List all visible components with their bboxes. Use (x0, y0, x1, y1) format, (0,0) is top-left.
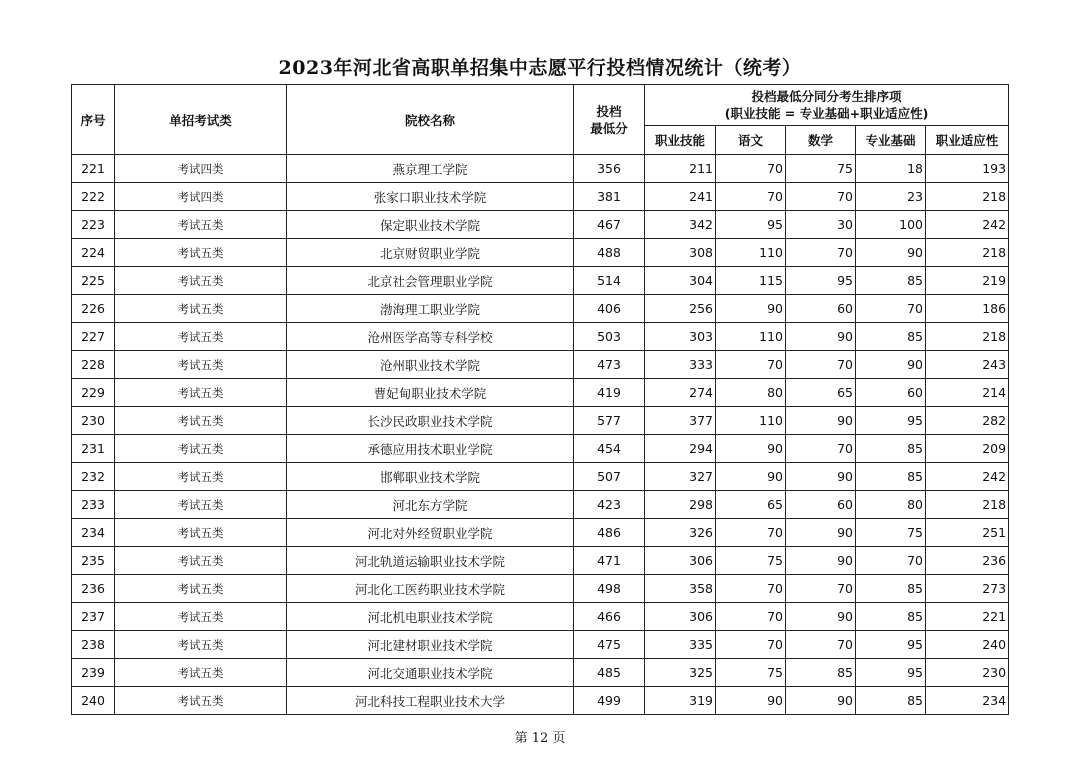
header-school: 院校名称 (287, 85, 574, 155)
skill-cell: 325 (645, 659, 716, 687)
school-cell: 长沙民政职业技术学院 (287, 407, 574, 435)
category-cell: 考试五类 (115, 435, 287, 463)
header-math: 数学 (786, 126, 856, 155)
school-cell: 河北机电职业技术学院 (287, 603, 574, 631)
seq-cell: 225 (72, 267, 115, 295)
chinese-cell: 75 (716, 547, 786, 575)
chinese-cell: 90 (716, 463, 786, 491)
chinese-cell: 110 (716, 407, 786, 435)
skill-cell: 326 (645, 519, 716, 547)
seq-cell: 230 (72, 407, 115, 435)
header-basics: 专业基础 (856, 126, 926, 155)
category-cell: 考试五类 (115, 631, 287, 659)
header-skill: 职业技能 (645, 126, 716, 155)
basics-cell: 70 (856, 547, 926, 575)
aptitude-cell: 242 (926, 463, 1009, 491)
basics-cell: 85 (856, 463, 926, 491)
basics-cell: 85 (856, 435, 926, 463)
min-score-cell: 406 (574, 295, 645, 323)
seq-cell: 229 (72, 379, 115, 407)
min-score-cell: 473 (574, 351, 645, 379)
skill-cell: 342 (645, 211, 716, 239)
school-cell: 河北建材职业技术学院 (287, 631, 574, 659)
aptitude-cell: 243 (926, 351, 1009, 379)
table-row (72, 519, 1009, 547)
table-row (72, 211, 1009, 239)
aptitude-cell: 214 (926, 379, 1009, 407)
min-score-cell: 499 (574, 687, 645, 715)
school-cell: 曹妃甸职业技术学院 (287, 379, 574, 407)
chinese-cell: 70 (716, 155, 786, 183)
table-row (72, 631, 1009, 659)
math-cell: 70 (786, 575, 856, 603)
skill-cell: 319 (645, 687, 716, 715)
category-cell: 考试五类 (115, 407, 287, 435)
seq-cell: 239 (72, 659, 115, 687)
chinese-cell: 90 (716, 687, 786, 715)
table-row (72, 659, 1009, 687)
basics-cell: 95 (856, 659, 926, 687)
min-score-cell: 466 (574, 603, 645, 631)
skill-cell: 298 (645, 491, 716, 519)
chinese-cell: 90 (716, 295, 786, 323)
category-cell: 考试五类 (115, 463, 287, 491)
aptitude-cell: 221 (926, 603, 1009, 631)
math-cell: 70 (786, 183, 856, 211)
seq-cell: 236 (72, 575, 115, 603)
category-cell: 考试五类 (115, 687, 287, 715)
aptitude-cell: 240 (926, 631, 1009, 659)
table-row (72, 435, 1009, 463)
min-score-cell: 471 (574, 547, 645, 575)
skill-cell: 256 (645, 295, 716, 323)
aptitude-cell: 251 (926, 519, 1009, 547)
table-row (72, 295, 1009, 323)
header-min-score-line1: 投档 (596, 103, 622, 119)
min-score-cell: 467 (574, 211, 645, 239)
seq-cell: 227 (72, 323, 115, 351)
skill-cell: 308 (645, 239, 716, 267)
aptitude-cell: 234 (926, 687, 1009, 715)
skill-cell: 306 (645, 547, 716, 575)
school-cell: 河北交通职业技术学院 (287, 659, 574, 687)
header-tiebreak (645, 85, 1009, 126)
seq-cell: 240 (72, 687, 115, 715)
basics-cell: 80 (856, 491, 926, 519)
skill-cell: 335 (645, 631, 716, 659)
skill-cell: 377 (645, 407, 716, 435)
min-score-cell: 475 (574, 631, 645, 659)
seq-cell: 231 (72, 435, 115, 463)
header-tiebreak-line1: 投档最低分同分考生排序项 (751, 89, 902, 104)
school-cell: 河北东方学院 (287, 491, 574, 519)
chinese-cell: 70 (716, 183, 786, 211)
header-min-score-line2: 最低分 (590, 120, 628, 136)
category-cell: 考试五类 (115, 659, 287, 687)
aptitude-cell: 236 (926, 547, 1009, 575)
table-row (72, 239, 1009, 267)
chinese-cell: 70 (716, 603, 786, 631)
category-cell: 考试五类 (115, 603, 287, 631)
math-cell: 30 (786, 211, 856, 239)
table-row (72, 603, 1009, 631)
basics-cell: 85 (856, 603, 926, 631)
page-title: 2023年河北省高职单招集中志愿平行投档情况统计（统考） (278, 57, 802, 79)
aptitude-cell: 193 (926, 155, 1009, 183)
chinese-cell: 80 (716, 379, 786, 407)
min-score-cell: 485 (574, 659, 645, 687)
skill-cell: 241 (645, 183, 716, 211)
school-cell: 燕京理工学院 (287, 155, 574, 183)
basics-cell: 85 (856, 323, 926, 351)
aptitude-cell: 218 (926, 183, 1009, 211)
skill-cell: 306 (645, 603, 716, 631)
basics-cell: 90 (856, 239, 926, 267)
chinese-cell: 70 (716, 351, 786, 379)
aptitude-cell: 219 (926, 267, 1009, 295)
min-score-cell: 514 (574, 267, 645, 295)
seq-cell: 222 (72, 183, 115, 211)
header-min-score (574, 85, 645, 155)
category-cell: 考试五类 (115, 211, 287, 239)
chinese-cell: 110 (716, 323, 786, 351)
chinese-cell: 115 (716, 267, 786, 295)
chinese-cell: 70 (716, 575, 786, 603)
table-row (72, 687, 1009, 715)
basics-cell: 60 (856, 379, 926, 407)
basics-cell: 18 (856, 155, 926, 183)
school-cell: 邯郸职业技术学院 (287, 463, 574, 491)
aptitude-cell: 282 (926, 407, 1009, 435)
seq-cell: 233 (72, 491, 115, 519)
category-cell: 考试五类 (115, 379, 287, 407)
table-row (72, 407, 1009, 435)
table-row (72, 547, 1009, 575)
category-cell: 考试五类 (115, 491, 287, 519)
aptitude-cell: 209 (926, 435, 1009, 463)
min-score-cell: 488 (574, 239, 645, 267)
category-cell: 考试五类 (115, 239, 287, 267)
math-cell: 85 (786, 659, 856, 687)
school-cell: 河北对外经贸职业学院 (287, 519, 574, 547)
school-cell: 沧州医学高等专科学校 (287, 323, 574, 351)
category-cell: 考试五类 (115, 295, 287, 323)
table-row (72, 491, 1009, 519)
basics-cell: 23 (856, 183, 926, 211)
basics-cell: 70 (856, 295, 926, 323)
school-cell: 河北科技工程职业技术大学 (287, 687, 574, 715)
chinese-cell: 70 (716, 519, 786, 547)
skill-cell: 274 (645, 379, 716, 407)
table-row (72, 351, 1009, 379)
math-cell: 90 (786, 687, 856, 715)
category-cell: 考试五类 (115, 267, 287, 295)
category-cell: 考试四类 (115, 155, 287, 183)
skill-cell: 333 (645, 351, 716, 379)
min-score-cell: 454 (574, 435, 645, 463)
school-cell: 沧州职业技术学院 (287, 351, 574, 379)
seq-cell: 235 (72, 547, 115, 575)
header-aptitude: 职业适应性 (926, 126, 1009, 155)
basics-cell: 85 (856, 575, 926, 603)
seq-cell: 223 (72, 211, 115, 239)
min-score-cell: 577 (574, 407, 645, 435)
math-cell: 90 (786, 463, 856, 491)
seq-cell: 238 (72, 631, 115, 659)
category-cell: 考试五类 (115, 519, 287, 547)
table-row (72, 183, 1009, 211)
seq-cell: 224 (72, 239, 115, 267)
basics-cell: 90 (856, 351, 926, 379)
basics-cell: 85 (856, 687, 926, 715)
chinese-cell: 70 (716, 631, 786, 659)
math-cell: 95 (786, 267, 856, 295)
skill-cell: 358 (645, 575, 716, 603)
category-cell: 考试五类 (115, 351, 287, 379)
min-score-cell: 498 (574, 575, 645, 603)
skill-cell: 303 (645, 323, 716, 351)
seq-cell: 234 (72, 519, 115, 547)
header-tiebreak-line2: (职业技能 = 专业基础+职业适应性) (724, 106, 929, 121)
category-cell: 考试五类 (115, 323, 287, 351)
math-cell: 70 (786, 239, 856, 267)
seq-cell: 228 (72, 351, 115, 379)
school-cell: 张家口职业技术学院 (287, 183, 574, 211)
min-score-cell: 419 (574, 379, 645, 407)
math-cell: 60 (786, 491, 856, 519)
min-score-cell: 356 (574, 155, 645, 183)
seq-cell: 232 (72, 463, 115, 491)
math-cell: 70 (786, 351, 856, 379)
math-cell: 70 (786, 631, 856, 659)
school-cell: 河北轨道运输职业技术学院 (287, 547, 574, 575)
school-cell: 河北化工医药职业技术学院 (287, 575, 574, 603)
min-score-cell: 486 (574, 519, 645, 547)
chinese-cell: 95 (716, 211, 786, 239)
math-cell: 90 (786, 603, 856, 631)
table-row (72, 575, 1009, 603)
header-chinese: 语文 (716, 126, 786, 155)
seq-cell: 237 (72, 603, 115, 631)
skill-cell: 304 (645, 267, 716, 295)
category-cell: 考试五类 (115, 575, 287, 603)
school-cell: 北京财贸职业学院 (287, 239, 574, 267)
aptitude-cell: 242 (926, 211, 1009, 239)
page-number: 第 12 页 (514, 731, 566, 746)
min-score-cell: 423 (574, 491, 645, 519)
school-cell: 保定职业技术学院 (287, 211, 574, 239)
category-cell: 考试四类 (115, 183, 287, 211)
seq-cell: 226 (72, 295, 115, 323)
aptitude-cell: 273 (926, 575, 1009, 603)
school-cell: 承德应用技术职业学院 (287, 435, 574, 463)
table-row (72, 155, 1009, 183)
basics-cell: 100 (856, 211, 926, 239)
skill-cell: 211 (645, 155, 716, 183)
math-cell: 75 (786, 155, 856, 183)
chinese-cell: 65 (716, 491, 786, 519)
math-cell: 90 (786, 519, 856, 547)
category-cell: 考试五类 (115, 547, 287, 575)
math-cell: 60 (786, 295, 856, 323)
math-cell: 65 (786, 379, 856, 407)
chinese-cell: 75 (716, 659, 786, 687)
math-cell: 90 (786, 547, 856, 575)
aptitude-cell: 230 (926, 659, 1009, 687)
basics-cell: 85 (856, 267, 926, 295)
math-cell: 70 (786, 435, 856, 463)
table-row (72, 323, 1009, 351)
skill-cell: 294 (645, 435, 716, 463)
min-score-cell: 503 (574, 323, 645, 351)
basics-cell: 75 (856, 519, 926, 547)
min-score-cell: 381 (574, 183, 645, 211)
table-row (72, 379, 1009, 407)
aptitude-cell: 186 (926, 295, 1009, 323)
school-cell: 北京社会管理职业学院 (287, 267, 574, 295)
basics-cell: 95 (856, 631, 926, 659)
seq-cell: 221 (72, 155, 115, 183)
aptitude-cell: 218 (926, 491, 1009, 519)
chinese-cell: 110 (716, 239, 786, 267)
skill-cell: 327 (645, 463, 716, 491)
admission-table (71, 84, 1009, 715)
aptitude-cell: 218 (926, 239, 1009, 267)
math-cell: 90 (786, 323, 856, 351)
min-score-cell: 507 (574, 463, 645, 491)
header-category: 单招考试类 (115, 85, 287, 155)
school-cell: 渤海理工职业学院 (287, 295, 574, 323)
header-seq: 序号 (72, 85, 115, 155)
table-row (72, 463, 1009, 491)
table-body (72, 155, 1009, 715)
table-row (72, 267, 1009, 295)
math-cell: 90 (786, 407, 856, 435)
chinese-cell: 90 (716, 435, 786, 463)
aptitude-cell: 218 (926, 323, 1009, 351)
basics-cell: 95 (856, 407, 926, 435)
